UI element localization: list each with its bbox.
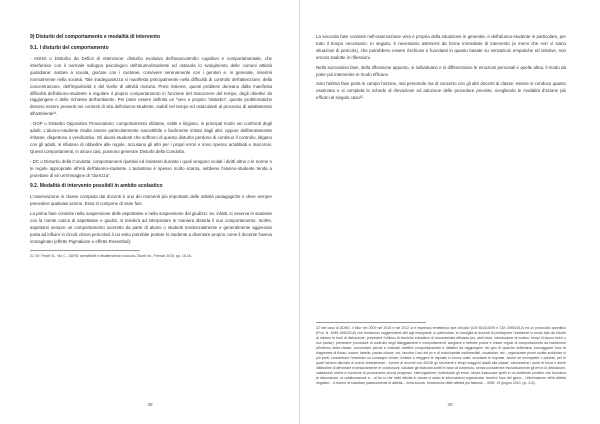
section-heading-9-1: 9.1. I disturbi del comportamento	[30, 45, 109, 51]
right-page-content	[316, 34, 566, 105]
right-page	[300, 0, 600, 424]
paragraph-seconda-fase: La seconda fase consiste nell'osservazione vera e propria della situazione in generale, e dell'alunno-studente in particolare, per tutto il tempo necessario. In seguito, è necessario astenersi da forme immediate di intervento (a meno che non vi siano situazioni di pericolo), che potrebbero essere rischiose e fuorvianti in quanto basate su sensazioni empatiche ed istintive, non ancora tradotte in riflessioni.	[316, 34, 566, 60]
paragraph-adhd: - ADHD o Disturbo da Deficit di Attenzione: disturbo evolutivo dell'autocontrollo cognitivo e comportamentale, che interferisce con il normale sviluppo psicologico dell'alunno/studente ed ostacola lo svolgimento delle comuni attività quotidiane: andare a scuola, giocare con i coetanei, convivere serenamente con i genitori e, in generale, inserirsi normalmente nella società. Tale inadeguatezza si manifesta principalmente nella difficoltà di controllo dell'attenzione, della concentrazione, dell'impulsività e del livello di attività motoria. Presi insieme, questi problemi derivano dalla manifesta difficoltà dell'alunno-studente a regolare il proprio comportamento in funzione del trascorrere del tempo, degli obiettivi da raggiungere e delle richieste dell'ambiente. Per poter essere definito un "vero e proprio "disturbo", queste problematiche devono essere presenti nei contesti di vita dell'alunno-studente, stabili nel tempo ed ostacolanti al processo di adattamento all'ambiente²¹.	[30, 56, 272, 117]
footnote-rule	[30, 250, 140, 251]
paragraph-dc: - DC o Disturbo della Condotta: comportamenti ripetitivi ed insistenti durante i quali vengono violati i diritti altrui o le norme o le regole appropriate all'età dell'alunno-studente. L'autostima è spesso molto scarsa, sebbene l'alunno-studente tenda a proiettare di sé un'immagine di "durezza".	[30, 158, 272, 178]
paragraph-dop: - DOP o Disturbo Oppositivo Provocatorio: comportamento sfidante, ostile e litigioso, in principal modo nei confronti degli adulti. L'alunno-studente risulta essere particolarmente suscettibile o facilmente irritato dagli altri, oppure deliberatamente irritante, dispettoso o vendicativo. Gli alunni-studenti che soffrono di questo disturbo perdono di continuo il controllo, litigano con gli adulti, si rifiutano di obbedire alle regole, accusano gli altri per i propri errori e sono spesso arrabbiati e rancorosi. Questi comportamenti, in alcuni casi, possono generare Disturbi della Condotta.	[30, 121, 272, 154]
paragraph-azione: Solo l'ultima fase porta in campo l'azione, mai personale ma di concerto con gli altri docenti di classe: essere si conduce quanto osservato e si completa lo schede di rilevazione ed adozione delle procedure previste, scegliendo le modalità d'azione più efficaci al singolo caso²².	[316, 81, 566, 101]
paragraph-riflessione: Nella successiva fase, della riflessione appunto, si individuano e si differenziano le emozioni personali e quelle altrui, il modo da poter poi intervenire in modo efficace.	[316, 64, 566, 77]
paragraph-osservazione: L'osservazione in classe compiuta dai docenti è uno dei momenti più importanti delle attività pedagogiche e deve sempre precedere qualsiasi azione. Essa si compone di varie fasi.	[30, 194, 272, 207]
right-footnote-block	[316, 318, 566, 386]
footnote-21: 21 Cfr. Fedeli D., Vio C., ADHD: iperattività e disattenzione a scuola, Giunti ed., Firenze 2015, pp. 15-16.	[30, 253, 192, 258]
page-number-left: 39	[147, 402, 153, 407]
paragraph-prima-fase: La prima fase consiste nella sospensione delle aspettative e nella sospensione del giudizio: se, infatti, si osserva lo studente con la mente carica di aspettative e giudizi, si tenderà ad interpretare in maniera distorta il suo comportamento. Inoltre, aspettarsi sempre un comportamento scorretto da parte di alunni o studenti tendenzialmente e generalmente aggressivi porta ad influire in circoli viziosi pericolosi il cui esito potrebbe portare lo studente a diventare proprio come il docente l'aveva immaginato (effetto Pigmalione o effetto Rosenthal).	[30, 211, 272, 244]
section-heading-9-2: 9.2. Modalità di intervento possibili in ambito scolastico	[30, 183, 163, 190]
footnote-22: 22 Nel caso di ADHD, il Miur nel 2009 nel 2010 e nel 2012 si è espresso emettendo due circolari (CM 6013/2009 e CM 1395/2012) ed un protocollo operativo (Prot. N. 4089-15/6/2010) che forniscono suggerimenti utili agli insegnanti. In particolare, si consiglia ai docenti di predisporre l'ambiente in modo tale da ridurre al minimo le fonti di distrazione; prevedere l'utilizzo di tecniche educative di documentata efficacia (es. aiuti visivi, introduzione di routine, tempi di lavoro brevi o con pause); prevedere procedure di controllo degli atteggiamenti e comportamenti; scegliere e definire poche e chiare regole di comportamento da mantenere all'interno della classe; concordare piccoli e realistici obiettivi comportamentali e didattici da raggiungere nel giro di qualche settimana; incoraggiare l'uso di diagrammi di flusso, tracce, tabelle, parole-chiave, etc. favorire l'uso del pc e di enciclopedie multimediali, vocabolari, etc.; organizzare prove scritte suddivise in più parti; concentrare l'esercizio su consegne chiare; invitare a rileggere le risposte in forma orale; accettare le risposte, anche se incomplete o parziali, per le quali l'alunno dimostri di averlo chiaramente... fornire ai docenti con ADHD gli strumenti e tempi maggiori adatti alla classe; valorizzarne i punti di forza e avere l'attitudine di affrontare eccessivamente le conclusioni; valutare gli elaborati scritti in base al contenuto, senza considerare esclusivamente gli errori di distrazione, valutandoli anche in funzione di promuovere piccoli progressi, interrogazione; individuare gli errori, senza trascurare quelli in un ambiente positivo che favorisca la discussione, la collaborazione e... al far sì che nelle attività in classe ci siano le informazioni organizzate; favorire l'uso del gioco... l'eliminazione della attività negative... il dovere di suscitare passivamente le attività... nella scuola, l'esclusione delle attività più faticose... 4089, 15 giugno 2010, pp. 4-5).	[316, 326, 566, 385]
footnote-rule-right	[316, 322, 426, 323]
page-number-right: 40	[447, 402, 453, 407]
chapter-heading: 9) Disturbi del comportamento e modalità di intervento	[30, 34, 161, 40]
left-page-content	[30, 34, 272, 259]
